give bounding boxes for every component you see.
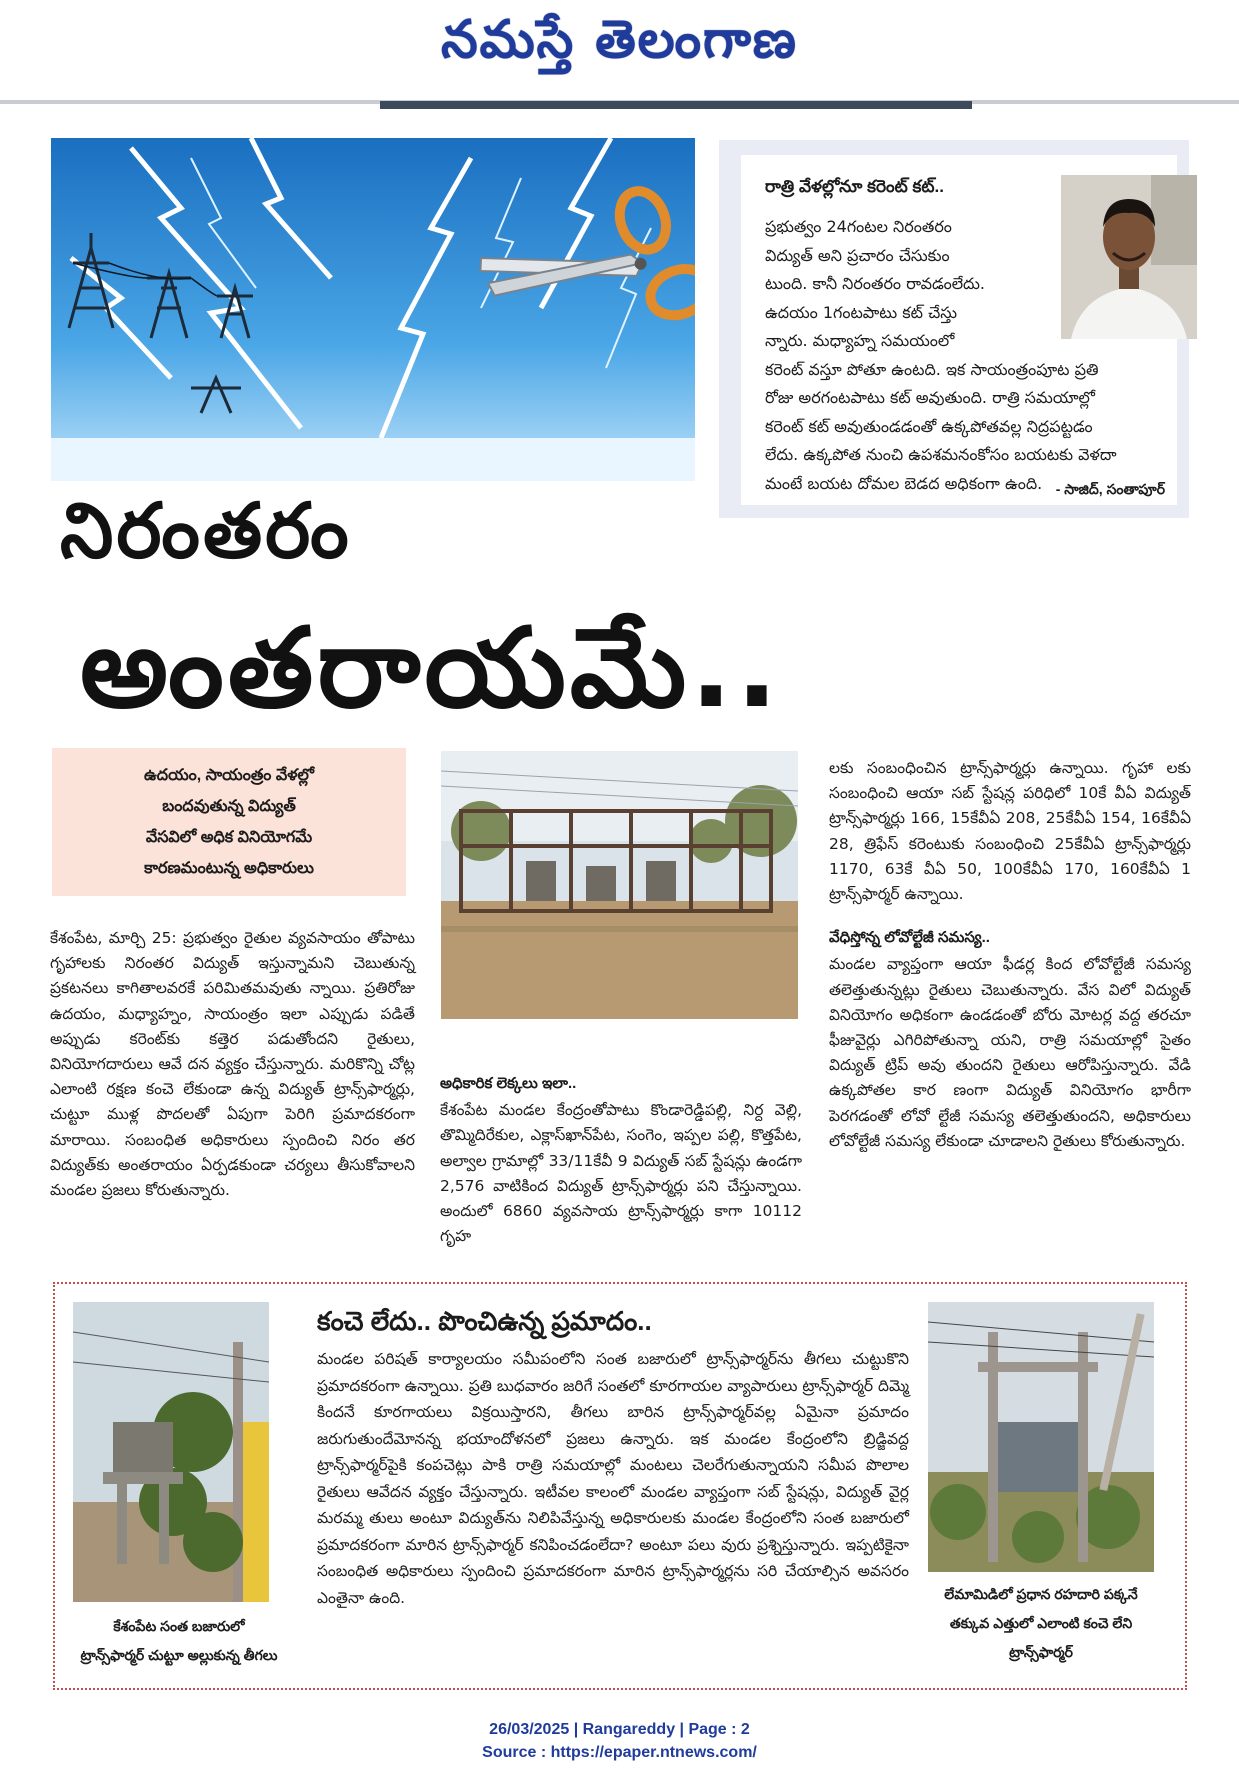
masthead-accent-bar <box>380 101 972 109</box>
caption-line: తక్కువ ఎత్తులో ఎలాంటి కంచె లేని <box>949 1615 1133 1631</box>
quote-byline: - సాజిద్, సంతాపూర్ <box>1055 481 1165 497</box>
sidebar-story-box <box>53 1282 1187 1690</box>
article-column-1: కేశంపేట, మార్చి 25: ప్రభుత్వం రైతుల వ్యవసాయం తోపాటు గృహాలకు నిరంతర విద్యుత్ ఇస్తున్నామని చెబుతున్న ప్రకటనలు కాగితాలవరకే పరిమితమవుతు న్నాయి. ప్రతిరోజు ఉదయం, మధ్యాహ్నం, సాయంత్రం ఇలా ఎప్పుడు పడితే అప్పుడు కరెంట్‌కు కత్తెర పడుతోందని రైతులు, వినియోగదారులు ఆవే దన వ్యక్తం చేస్తున్నారు. మరికొన్ని చోట్ల ఎలాంటి రక్షణ కంచె లేకుండా ఉన్న విద్యుత్ ట్రాన్స్‌ఫార్మర్లు, చుట్టూ ముళ్ల పొదలతో ఏపుగా పెరిగి ప్రమాదకరంగా మారాయి. సంబంధిత అధికారులు స్పందించి నిరం తర విద్యుత్‌కు అంతరాయం ఏర్పడకుండా చర్యలు తీసుకోవాలని మండల ప్రజలు కోరుతున్నారు. <box>50 929 415 1200</box>
photo-caption-left <box>65 1612 293 1670</box>
quote-box-text <box>765 213 1165 498</box>
page-footer <box>0 1718 1239 1764</box>
quote-box-title: రాత్రి వేళల్లోనూ కరెంట్ కట్.. <box>765 177 944 196</box>
subheadline-line: బందవుతున్న విద్యుత్ <box>162 798 296 815</box>
caption-line: కేశంపేట సంత బజారులో <box>113 1618 245 1634</box>
subheadline-box <box>52 748 406 896</box>
quote-line: కరెంట్ కట్ అవుతుండడంతో ఉక్కపోతవల్ల నిద్రపట్టడం <box>765 416 1093 436</box>
column-text: మండల వ్యాప్తంగా ఆయా ఫీడర్ల కింద లోవోల్టేజీ సమస్య తలెత్తుతున్నట్లు రైతులు చెబుతున్నారు. వేస విలో విద్యుత్ వినియోగం అధికంగా ఉండడంతో బోరు మోటర్ల వద్ద తరచూ ఫీజువైర్లు ఎగిరిపోతున్నా యని, రాత్రి సమయాల్లో సైతం విద్యుత్ ట్రిప్ అవు తుందని రైతులు ఆరోపిస్తున్నారు. వేడి ఉక్కపోతల కార ణంగా విద్యుత్ వినియోగం భారీగా పెరగడంతో లోవో ల్టేజీ సమస్య తలెత్తుతుందని, అధికారులు లోవోల్టేజీ సమస్య లేకుండా చూడాలని రైతులు కోరుతున్నారు. <box>829 955 1191 1150</box>
quote-line: లేదు. ఉక్కపోత నుంచి ఉపశమనంకోసం బయటకు వెళదా <box>765 445 1117 464</box>
headline-line-2: అంతరాయమే.. <box>80 604 782 732</box>
column-text: లకు సంబంధించిన ట్రాన్స్‌ఫార్మర్లు ఉన్నాయి. గృహా లకు సంబంధించి ఆయా సబ్ స్టేషన్ల పరిధిలో 10కే వీఏ విద్యుత్ ట్రాన్స్‌ఫార్మర్లు 166, 15కేవీఏ 208, 25కేవీఏ 154, 16కేవీఏ 28, త్రిఫేస్ కరెంటుకు సంబంధించి 25కేవీఏ ట్రాన్స్‌ఫార్మర్లు 1170, 63కే వీఏ 50, 100కేవీఏ 170, 160కేవీఏ 1 ట్రాన్స్‌ఫార్మర్ ఉన్నాయి. <box>829 759 1191 904</box>
column-text: కేశంపేట మండల కేంద్రంతోపాటు కొండారెడ్డిపల్లి, నిర్ద వెల్లి, తొమ్మిదిరేకుల, ఎక్లాస్‌ఖాన్‌పేట, సంగెం, ఇప్పల పల్లి, కొత్తపేట, అల్వాల గ్రామాల్లో 33/11కేవీ 9 విద్యుత్ సబ్ స్టేషన్లు ఉండగా 2,576 వాటికింద విద్యుత్ ట్రాన్స్‌ఫార్మర్లు పని చేస్తున్నాయి. అందులో 6860 వ్యవసాయ ట్రాన్స్‌ఫార్మర్లు కాగా 10112 గృహ <box>440 1101 802 1246</box>
quote-line: రోజు అరగంటపాటు కట్ అవుతుంది. రాత్రి సమయాల్లో <box>765 388 1096 407</box>
subheadline-line: కారణమంటున్న అధికారులు <box>144 860 314 877</box>
masthead <box>0 0 1239 100</box>
caption-line: లేమామిడిలో ప్రధాన రహదారి పక్కనే <box>944 1586 1138 1602</box>
quote-line: మంటే బయట దోమల బెడద అధికంగా ఉంది. <box>765 473 1043 493</box>
newspaper-logo: నమస్తే తెలంగాణ <box>441 10 798 70</box>
column-subheading: వేధిస్తోన్న లోవోల్టేజీ సమస్య.. <box>829 929 990 947</box>
substation-photo <box>441 751 798 1019</box>
quote-line: న్నారు. మధ్యాహ్న సమయంలో <box>765 331 955 350</box>
quote-line: టుంది. కానీ నిరంతరం రావడంలేదు. <box>765 274 985 293</box>
caption-line: ట్రాన్స్‌ఫార్మర్ చుట్టూ అల్లుకున్న తీగలు <box>80 1647 278 1663</box>
column-subheading: అధికారిక లెక్కలు ఇలా.. <box>440 1075 577 1092</box>
quote-line: ప్రభుత్వం 24గంటల నిరంతరం <box>765 217 952 236</box>
article-column-2 <box>440 1071 802 1249</box>
power-cut-illustration <box>51 138 695 481</box>
article-column-3 <box>829 756 1191 1154</box>
quote-box-panel <box>741 155 1177 505</box>
subheadline-line: ఉదయం, సాయంత్రం వేళల్లో <box>144 767 314 784</box>
sidebar-story-title: కంచె లేదు.. పొంచిఉన్న ప్రమాదం.. <box>317 1306 652 1336</box>
footer-edition-info: 26/03/2025 | Rangareddy | Page : 2 <box>489 1721 750 1738</box>
sidebar-story-text: మండల పరిషత్ కార్యాలయం సమీపంలోని సంత బజారులో ట్రాన్స్‌ఫార్మర్‌ను తీగలు చుట్టుకొని ప్రమాదకరంగా ఉన్నాయి. ప్రతి బుధవారం జరిగే సంతలో కూరగాయల వ్యాపారులు ట్రాన్స్‌ఫార్మర్ దిమ్మె కిందనే కూరగాయలు విక్రయిస్తారని, తీగలు బారిన ట్రాన్స్‌ఫార్మర్‌వల్ల ఏమైనా ప్రమాదం జరుగుతుందేమోనన్న భయాందోళనలో ప్రజలు ఉన్నారు. ఇక మండల కేంద్రంలోని బ్రిడ్జివద్ద ట్రాన్స్‌ఫార్మర్‌పైకి కంపచెట్లు పాకి రాత్రి సమయాల్లో మంటలు చెలరేగుతున్నాయని సమీప పొలాల రైతులు ఆవేదన వ్యక్తం చేస్తున్నారు. ఇటీవల కాలంలో మండల వ్యాప్తంగా సబ్ స్టేషన్లు, విద్యుత్ వైర్ల మరమ్మ తులు అంటూ విద్యుత్‌ను నిలిపివేస్తున్న అధికారులకు మండల కేంద్రంలోని సంత బజారులో ప్రమాదకరంగా మారిన ట్రాన్స్‌ఫార్మర్ కనిపించడంలేదా? అంటూ పలు వురు ప్రశ్నిస్తున్నారు. ఇప్పటికైనా సంబంధిత అధికారులు స్పందించి ప్రమాదకరంగా మారిన ట్రాన్స్‌ఫార్మర్లను సరి చేయాల్సిన అవసరం ఎంతైనా ఉంది. <box>317 1350 909 1607</box>
headline-line-1: నిరంతరం <box>60 486 352 575</box>
quote-line: కరెంట్ వస్తూ పోతూ ఉంటది. ఇక సాయంత్రంపూట ప్రతి <box>765 359 1099 379</box>
photo-caption-right <box>911 1580 1171 1667</box>
transformer-vines-photo <box>73 1302 269 1602</box>
quote-box <box>719 140 1189 518</box>
quote-line: విద్యుత్ అని ప్రచారం చేసుకుం <box>765 245 950 265</box>
footer-source-link: Source : https://epaper.ntnews.com/ <box>482 1744 757 1761</box>
unfenced-transformer-photo <box>928 1302 1154 1572</box>
subheadline-line: వేసవిలో అధిక వినియోగమే <box>145 829 313 846</box>
caption-line: ట్రాన్స్‌ఫార్మర్ <box>1009 1644 1073 1660</box>
quote-line: ఉదయం 1గంటపాటు కట్ చేస్తు <box>765 302 957 322</box>
